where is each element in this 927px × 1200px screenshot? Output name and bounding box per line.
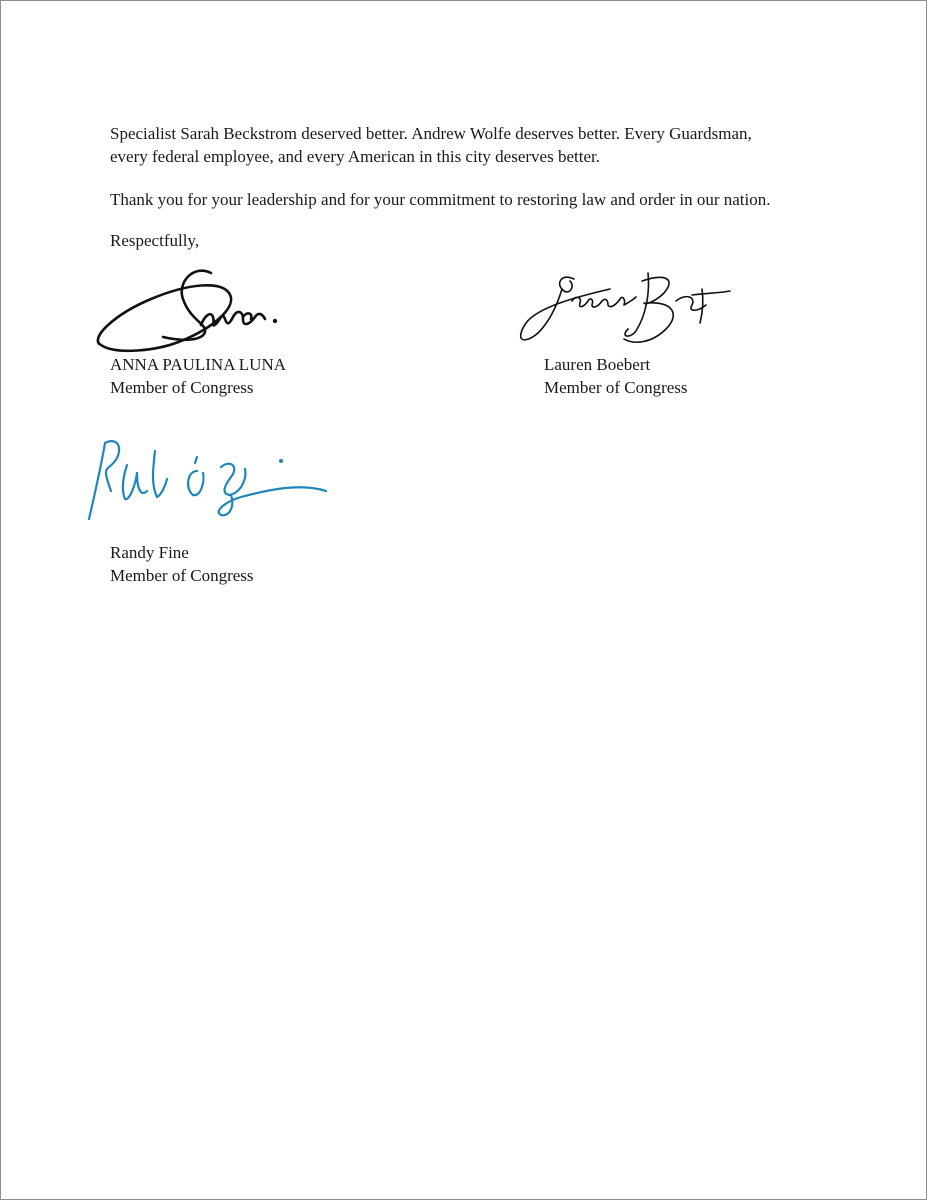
signer-block-boebert xyxy=(544,353,688,399)
signature-boebert xyxy=(516,259,746,359)
paragraph-line: Thank you for your leadership and for your commitment to restoring law and order in our nation. xyxy=(110,190,771,209)
signature-fine xyxy=(81,433,331,528)
paragraph-line: every federal employee, and every American in this city deserves better. xyxy=(110,147,600,166)
signer-name: Lauren Boebert xyxy=(544,355,651,374)
signer-title: Member of Congress xyxy=(110,378,254,397)
signer-name: ANNA PAULINA LUNA xyxy=(110,355,286,374)
paragraph-line: Specialist Sarah Beckstrom deserved better. Andrew Wolfe deserves better. Every Guardsman, xyxy=(110,124,752,143)
signer-title: Member of Congress xyxy=(544,378,688,397)
signer-name: Randy Fine xyxy=(110,543,189,562)
signer-block-fine xyxy=(110,541,254,587)
signer-block-luna xyxy=(110,353,286,399)
signer-title: Member of Congress xyxy=(110,566,254,585)
closing-salutation: Respectfully, xyxy=(110,231,200,250)
signature-luna xyxy=(93,259,293,359)
body-paragraph-2 xyxy=(110,188,770,211)
body-paragraph-1 xyxy=(110,122,752,168)
